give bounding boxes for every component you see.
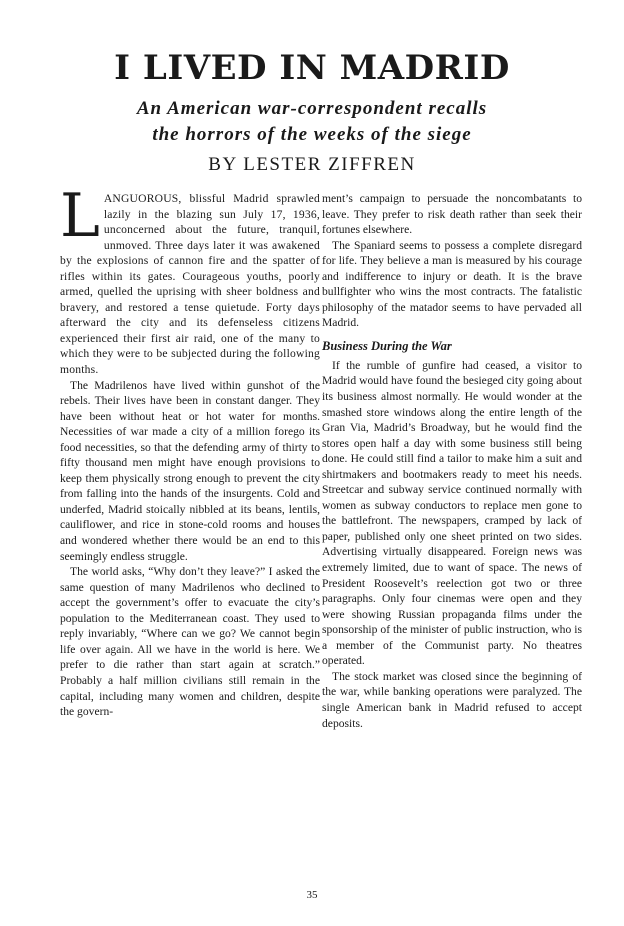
byline: BY LESTER ZIFFREN — [208, 154, 416, 175]
article-title: I LIVED IN MADRID — [114, 48, 510, 88]
paragraph-lead — [60, 181, 320, 378]
paragraph: The world asks, “Why don’t they leave?” I asked the same question of many Madrilenos who declined to accept the government’s offer to evacuate the city’s population to the Mediterranean coast. They used to reply invariably, “Where can we go? We cannot begin life over again. All we have in the world is here. We prefer to die rather than start again at scratch.” Probably a half million civilians still remain in the capital, including many women and children, despite the govern- — [60, 565, 320, 719]
page-number: 35 — [306, 889, 318, 901]
subtitle-line-2: the horrors of the weeks of the siege — [152, 124, 472, 145]
subtitle-line-1: An American war-correspondent recalls — [136, 98, 488, 119]
paragraph: The Spaniard seems to possess a complete disregard for life. They believe a man is measured by his courage and indifference to injury or death. It is the brave bullfighter who wins the most contracts. The fatalistic philosophy of the matador seems to have pervaded all Madrid. — [322, 238, 582, 330]
left-column — [60, 181, 320, 720]
article-subtitle — [0, 96, 624, 148]
paragraph: If the rumble of gunfire had ceased, a visitor to Madrid would have found the besieged city going about its business almost normally. He would wonder at the smashed store windows along the entire length of the Gran Via, Madrid’s Broadway, but he would find the stores open half a day with some business still being done. He could still find a tailor to make him a suit and shirtmakers and bootmakers ready to meet his needs. Streetcar and subway service continued normally with women as subway conductors to replace men gone to the battlefront. The newspapers, cramped by lack of paper, published only one sheet printed on two sides. Advertising virtually disappeared. Foreign news was extremely limited, due to want of space. The news of President Roosevelt’s reelection got two or three paragraphs. Only four cinemas were open and they were showing Russian propaganda films under the sponsorship of the minister of public instruction, who is a member of the Communist party. No theatres operated. — [322, 358, 582, 668]
lead-text: ANGUOROUS, blissful Madrid sprawled lazily in the blazing sun July 17, 1936, unconcerned about the future, tranquil, unmoved. Three days later it was awakened by the explosions of cannon fire and the spatter of rifles within its gates. Courageous youths, poorly armed, quelled the uprising with sheer boldness and bravery, and restored a tense quietude. Forty days afterward the city and its defenseless citizens experienced their first air raid, one of the many to which they were to be subjected during the following months. — [60, 192, 320, 377]
section-heading: Business During the War — [322, 338, 452, 353]
right-column — [322, 191, 582, 731]
paragraph-continuation: ment’s campaign to persuade the noncombatants to leave. They prefer to risk death rather than seek their fortunes elsewhere. — [322, 192, 582, 237]
paragraph: The stock market was closed since the beginning of the war, while banking operations were paralyzed. The single American bank in Madrid refused to accept deposits. — [322, 669, 582, 730]
paragraph: The Madrilenos have lived within gunshot of the rebels. Their lives have been in constant danger. They have been without heat or hot water for months. Necessities of war made a city of a million forego its food necessities, so that the defending army of thirty to fifty thousand men might have enough provisions to keep them physically strong enough to prevent the city from falling into the hands of the insurgents. Cold and underfed, Madrid stoically nibbled at its beans, lentils, cauliflower, and rice in stone-cold rooms and houses and wondered whether there would be an end to this seemingly endless struggle. — [60, 378, 320, 563]
drop-cap: L — [60, 181, 100, 251]
